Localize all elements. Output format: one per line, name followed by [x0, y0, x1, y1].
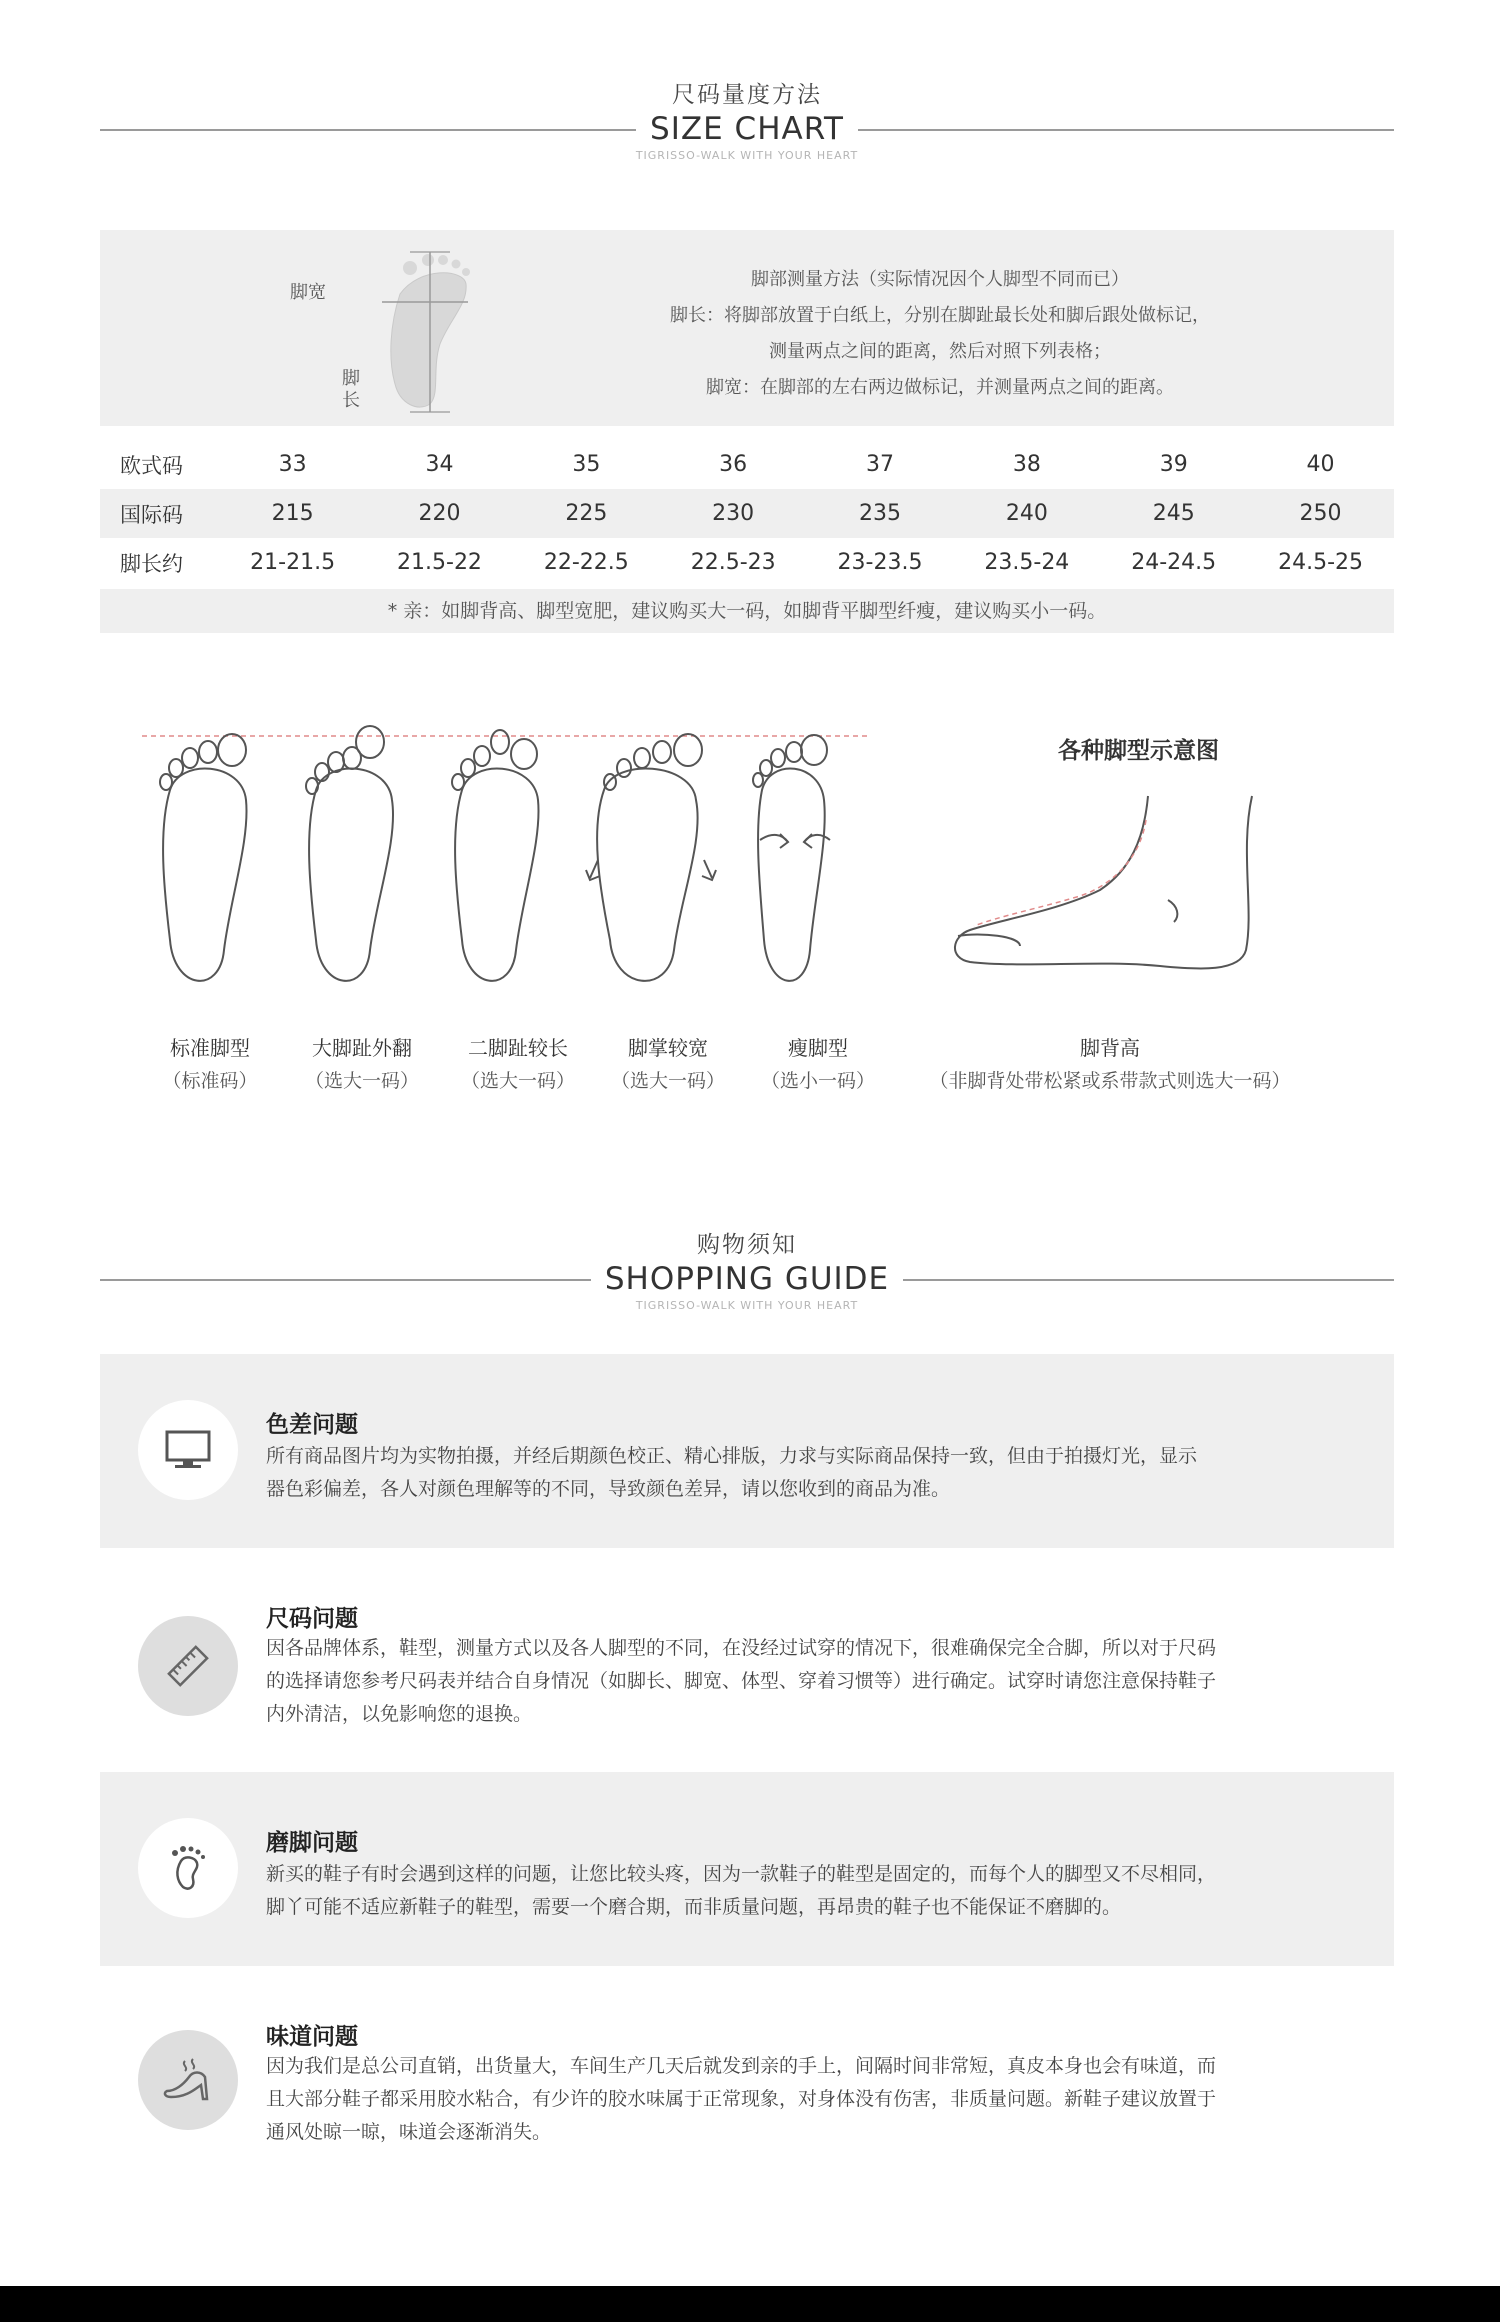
shopping-guide-title-cn: 购物须知	[697, 1232, 797, 1258]
guide-title: 尺码问题	[266, 1606, 358, 1632]
brand-tagline: TIGRISSO-WALK WITH YOUR HEART	[635, 1299, 859, 1312]
table-cell: 38	[1012, 452, 1041, 477]
foot-measure-panel	[100, 230, 1394, 426]
bunion-foot-icon	[306, 726, 393, 981]
foot-types-section	[100, 710, 1394, 1110]
row-label: 国际码	[120, 502, 183, 527]
foot-type-label: 大脚趾外翻	[312, 1036, 412, 1060]
table-cell: 215	[271, 501, 314, 526]
long-second-toe-foot-icon	[452, 730, 539, 981]
foot-type-label: 瘦脚型	[788, 1036, 848, 1060]
measure-line: 脚部测量方法（实际情况因个人脚型不同而已）	[751, 269, 1129, 290]
guide-title: 色差问题	[266, 1412, 358, 1438]
foot-type-sub: （选大一码）	[610, 1070, 725, 1092]
table-cell: 220	[418, 501, 461, 526]
size-advice-note: * 亲：如脚背高、脚型宽肥，建议购买大一码，如脚背平脚型纤瘦，建议购买小一码。	[100, 589, 1394, 633]
size-chart-title-cn: 尺码量度方法	[672, 82, 822, 108]
table-cell: 21-21.5	[250, 550, 336, 575]
size-table	[100, 440, 1394, 633]
monitor-icon	[138, 1400, 238, 1500]
measure-line: 测量两点之间的距离，然后对照下列表格；	[769, 341, 1111, 362]
row-label: 脚长约	[120, 551, 183, 576]
guide-line: 新买的鞋子有时会遇到这样的问题，让您比较头疼，因为一款鞋子的鞋型是固定的，而每个人的脚型又不尽相同，	[266, 1863, 1217, 1885]
table-row-intl	[100, 489, 1394, 538]
row-label: 欧式码	[120, 453, 183, 478]
table-cell: 34	[425, 452, 454, 477]
table-cell: 240	[1005, 501, 1048, 526]
table-cell: 37	[866, 452, 895, 477]
foot-type-sub: （非脚背处带松紧或系带款式则选大一码）	[929, 1070, 1291, 1092]
table-cell: 22-22.5	[543, 550, 629, 575]
table-cell: 245	[1152, 501, 1195, 526]
table-cell: 36	[719, 452, 748, 477]
shopping-guide-header	[100, 1226, 1394, 1312]
table-row-eu	[100, 440, 1394, 489]
measure-line: 脚宽：在脚部的左右两边做标记，并测量两点之间的距离。	[706, 377, 1174, 398]
table-cell: 40	[1306, 452, 1335, 477]
table-cell: 230	[712, 501, 755, 526]
foot-type-sub: （选大一码）	[460, 1070, 575, 1092]
guide-body	[266, 1632, 1366, 1731]
foot-types-title: 各种脚型示意图	[1058, 738, 1219, 764]
guide-line: 的选择请您参考尺码表并结合自身情况（如脚长、脚宽、体型、穿着习惯等）进行确定。试穿时请您注意保持鞋子	[266, 1670, 1217, 1692]
guide-title: 磨脚问题	[266, 1830, 358, 1856]
table-cell: 21.5-22	[397, 550, 482, 575]
table-cell: 23.5-24	[984, 550, 1070, 575]
footprint-icon	[138, 1818, 238, 1918]
shopping-guide-title-en: SHOPPING GUIDE	[591, 1261, 903, 1297]
measure-line: 脚长：将脚部放置于白纸上，分别在脚趾最长处和脚后跟处做标记，	[670, 305, 1210, 326]
foot-measure-diagram-icon	[340, 244, 560, 419]
guide-title: 味道问题	[266, 2024, 358, 2050]
brand-tagline: TIGRISSO-WALK WITH YOUR HEART	[635, 149, 859, 162]
guide-body	[266, 1440, 1366, 1506]
table-cell: 23-23.5	[837, 550, 923, 575]
table-cell: 24.5-25	[1278, 550, 1363, 575]
size-chart-header	[100, 76, 1394, 162]
table-cell: 24-24.5	[1131, 550, 1217, 575]
foot-type-label: 二脚趾较长	[468, 1036, 568, 1060]
table-row-length	[100, 538, 1394, 587]
foot-type-sub: （标准码）	[162, 1070, 258, 1092]
foot-type-label: 脚掌较宽	[628, 1036, 708, 1060]
foot-length-label-1: 脚	[342, 368, 360, 389]
guide-smell	[100, 1978, 1394, 2178]
guide-line: 所有商品图片均为实物拍摄，并经后期颜色校正、精心排版，力求与实际商品保持一致，但由于拍摄灯光，显示	[266, 1445, 1198, 1467]
table-cell: 33	[278, 452, 307, 477]
table-cell: 235	[859, 501, 902, 526]
guide-color-difference	[100, 1354, 1394, 1548]
guide-size	[100, 1560, 1394, 1760]
wide-foot-icon	[586, 734, 716, 981]
guide-rubbing	[100, 1772, 1394, 1966]
table-cell: 39	[1159, 452, 1188, 477]
foot-type-sub: （选小一码）	[760, 1070, 875, 1092]
measure-instructions	[580, 262, 1300, 406]
table-cell: 225	[565, 501, 608, 526]
guide-line: 因为我们是总公司直销，出货量大，车间生产几天后就发到亲的手上，间隔时间非常短，真皮本身也会有味道，而	[266, 2055, 1217, 2077]
foot-width-label: 脚宽	[290, 282, 326, 303]
high-heel-icon	[138, 2030, 238, 2130]
table-cell: 22.5-23	[690, 550, 776, 575]
foot-type-sub: （选大一码）	[304, 1070, 419, 1092]
guide-body	[266, 2050, 1366, 2149]
high-instep-foot-icon	[955, 796, 1252, 969]
foot-length-label-2: 长	[342, 390, 360, 411]
ruler-icon	[138, 1616, 238, 1716]
guide-line: 器色彩偏差，各人对颜色理解等的不同，导致颜色差异，请以您收到的商品为准。	[266, 1478, 951, 1500]
guide-line: 因各品牌体系，鞋型，测量方式以及各人脚型的不同，在没经过试穿的情况下，很难确保完全合脚，所以对于尺码	[266, 1637, 1217, 1659]
table-cell: 35	[572, 452, 601, 477]
bottom-bar	[0, 2286, 1500, 2322]
standard-foot-icon	[160, 734, 247, 981]
slim-foot-icon	[753, 735, 830, 981]
guide-body	[266, 1858, 1366, 1924]
guide-line: 内外清洁，以免影响您的退换。	[266, 1703, 533, 1725]
foot-type-label: 标准脚型	[170, 1036, 250, 1060]
guide-line: 且大部分鞋子都采用胶水粘合，有少许的胶水味属于正常现象，对身体没有伤害，非质量问题。新鞋子建议放置于	[266, 2088, 1217, 2110]
size-chart-title-en: SIZE CHART	[636, 111, 858, 147]
table-cell: 250	[1299, 501, 1342, 526]
guide-line: 脚丫可能不适应新鞋子的鞋型，需要一个磨合期，而非质量问题，再昂贵的鞋子也不能保证不磨脚的。	[266, 1896, 1122, 1918]
foot-type-label: 脚背高	[1080, 1036, 1140, 1060]
guide-line: 通风处晾一晾，味道会逐渐消失。	[266, 2121, 552, 2143]
